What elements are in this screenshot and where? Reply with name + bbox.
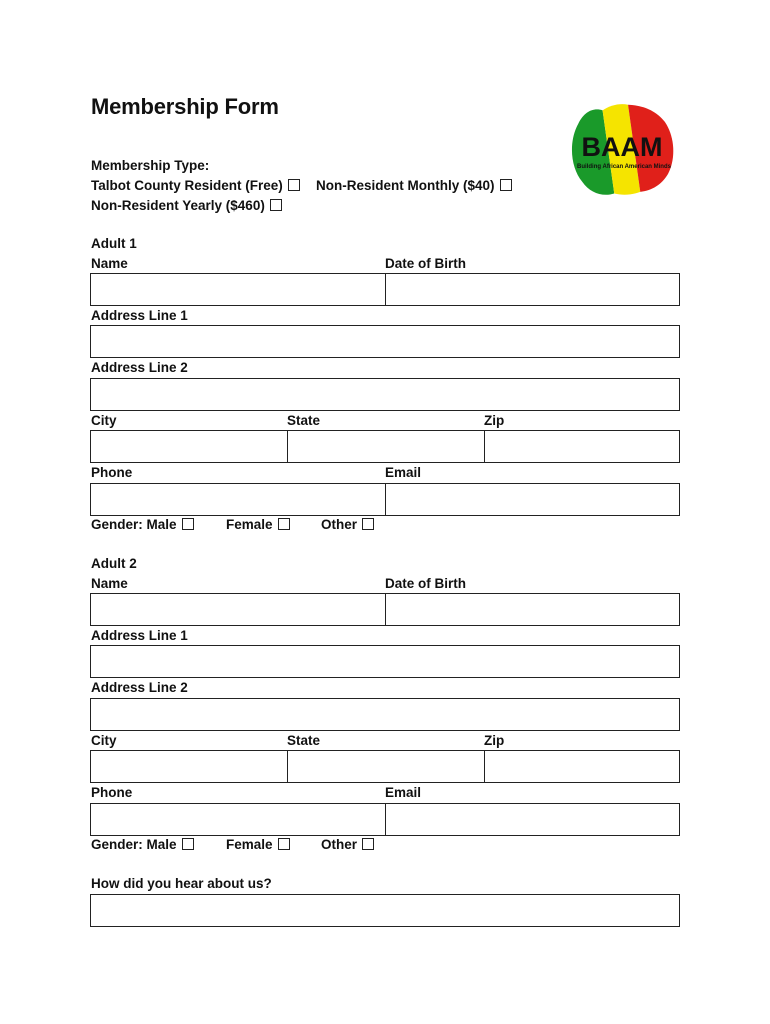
adult1-name-label: Name [91,256,128,271]
page-title: Membership Form [91,94,279,119]
baam-logo [560,100,685,196]
adult1-zip-label: Zip [484,413,505,428]
adult1-state-label: State [287,413,321,428]
adult2-address2-label: Address Line 2 [91,680,188,695]
adult1-dob-label: Date of Birth [385,256,466,271]
adult1-email-label: Email [385,465,422,480]
adult2-phone-field[interactable] [90,803,386,836]
adult1-state-field[interactable] [287,430,485,463]
adult1-phone-field[interactable] [90,483,386,516]
adult1-male-checkbox[interactable] [182,518,194,530]
adult2-city-label: City [91,733,117,748]
adult2-gender-other [321,837,374,852]
adult2-zip-label: Zip [484,733,505,748]
adult1-address2-field[interactable] [90,378,680,411]
adult1-city-field[interactable] [90,430,288,463]
adult1-city-label: City [91,413,117,428]
membership-type-label: Membership Type: [91,158,210,173]
option-resident-free-label: Talbot County Resident (Free) [91,178,283,193]
adult1-name-field[interactable] [90,273,386,306]
adult1-gender-female-label: Female [226,517,273,532]
logo-tagline: Building African American Minds [577,164,671,170]
option-nonresident-yearly [91,198,282,213]
adult1-phone-label: Phone [91,465,133,480]
adult1-gender-male-label: Gender: Male [91,517,177,532]
adult2-gender-other-label: Other [321,837,358,852]
adult2-gender-male [91,837,194,852]
adult2-name-label: Name [91,576,128,591]
adult1-gender-male [91,517,194,532]
nonresident-yearly-checkbox[interactable] [270,199,282,211]
adult1-female-checkbox[interactable] [278,518,290,530]
adult2-phone-label: Phone [91,785,133,800]
adult1-address2-label: Address Line 2 [91,360,188,375]
adult1-gender-other-label: Other [321,517,358,532]
adult1-zip-field[interactable] [484,430,680,463]
adult1-other-checkbox[interactable] [362,518,374,530]
adult1-gender-other [321,517,374,532]
baam-logo-graphic [560,100,685,196]
adult2-address1-label: Address Line 1 [91,628,188,643]
adult1-gender-female [226,517,290,532]
adult2-state-field[interactable] [287,750,485,783]
hear-about-field[interactable] [90,894,680,927]
adult2-name-field[interactable] [90,593,386,626]
adult2-dob-field[interactable] [385,593,680,626]
adult2-gender-female [226,837,290,852]
adult2-dob-label: Date of Birth [385,576,466,591]
nonresident-monthly-checkbox[interactable] [500,179,512,191]
adult2-address2-field[interactable] [90,698,680,731]
hear-about-label: How did you hear about us? [91,876,272,891]
adult2-city-field[interactable] [90,750,288,783]
option-nonresident-yearly-label: Non-Resident Yearly ($460) [91,198,265,213]
option-resident-free [91,178,300,193]
adult2-address1-field[interactable] [90,645,680,678]
adult2-female-checkbox[interactable] [278,838,290,850]
resident-free-checkbox[interactable] [288,179,300,191]
option-nonresident-monthly-label: Non-Resident Monthly ($40) [316,178,495,193]
adult2-gender-male-label: Gender: Male [91,837,177,852]
adult2-state-label: State [287,733,321,748]
adult1-email-field[interactable] [385,483,680,516]
adult1-address1-label: Address Line 1 [91,308,188,323]
adult2-gender-female-label: Female [226,837,273,852]
adult2-email-label: Email [385,785,422,800]
adult1-heading: Adult 1 [91,236,137,251]
adult2-male-checkbox[interactable] [182,838,194,850]
adult2-heading: Adult 2 [91,556,137,571]
adult1-dob-field[interactable] [385,273,680,306]
adult2-email-field[interactable] [385,803,680,836]
adult1-address1-field[interactable] [90,325,680,358]
adult2-other-checkbox[interactable] [362,838,374,850]
logo-text: BAAM [581,132,663,162]
adult2-zip-field[interactable] [484,750,680,783]
option-nonresident-monthly [316,178,512,193]
